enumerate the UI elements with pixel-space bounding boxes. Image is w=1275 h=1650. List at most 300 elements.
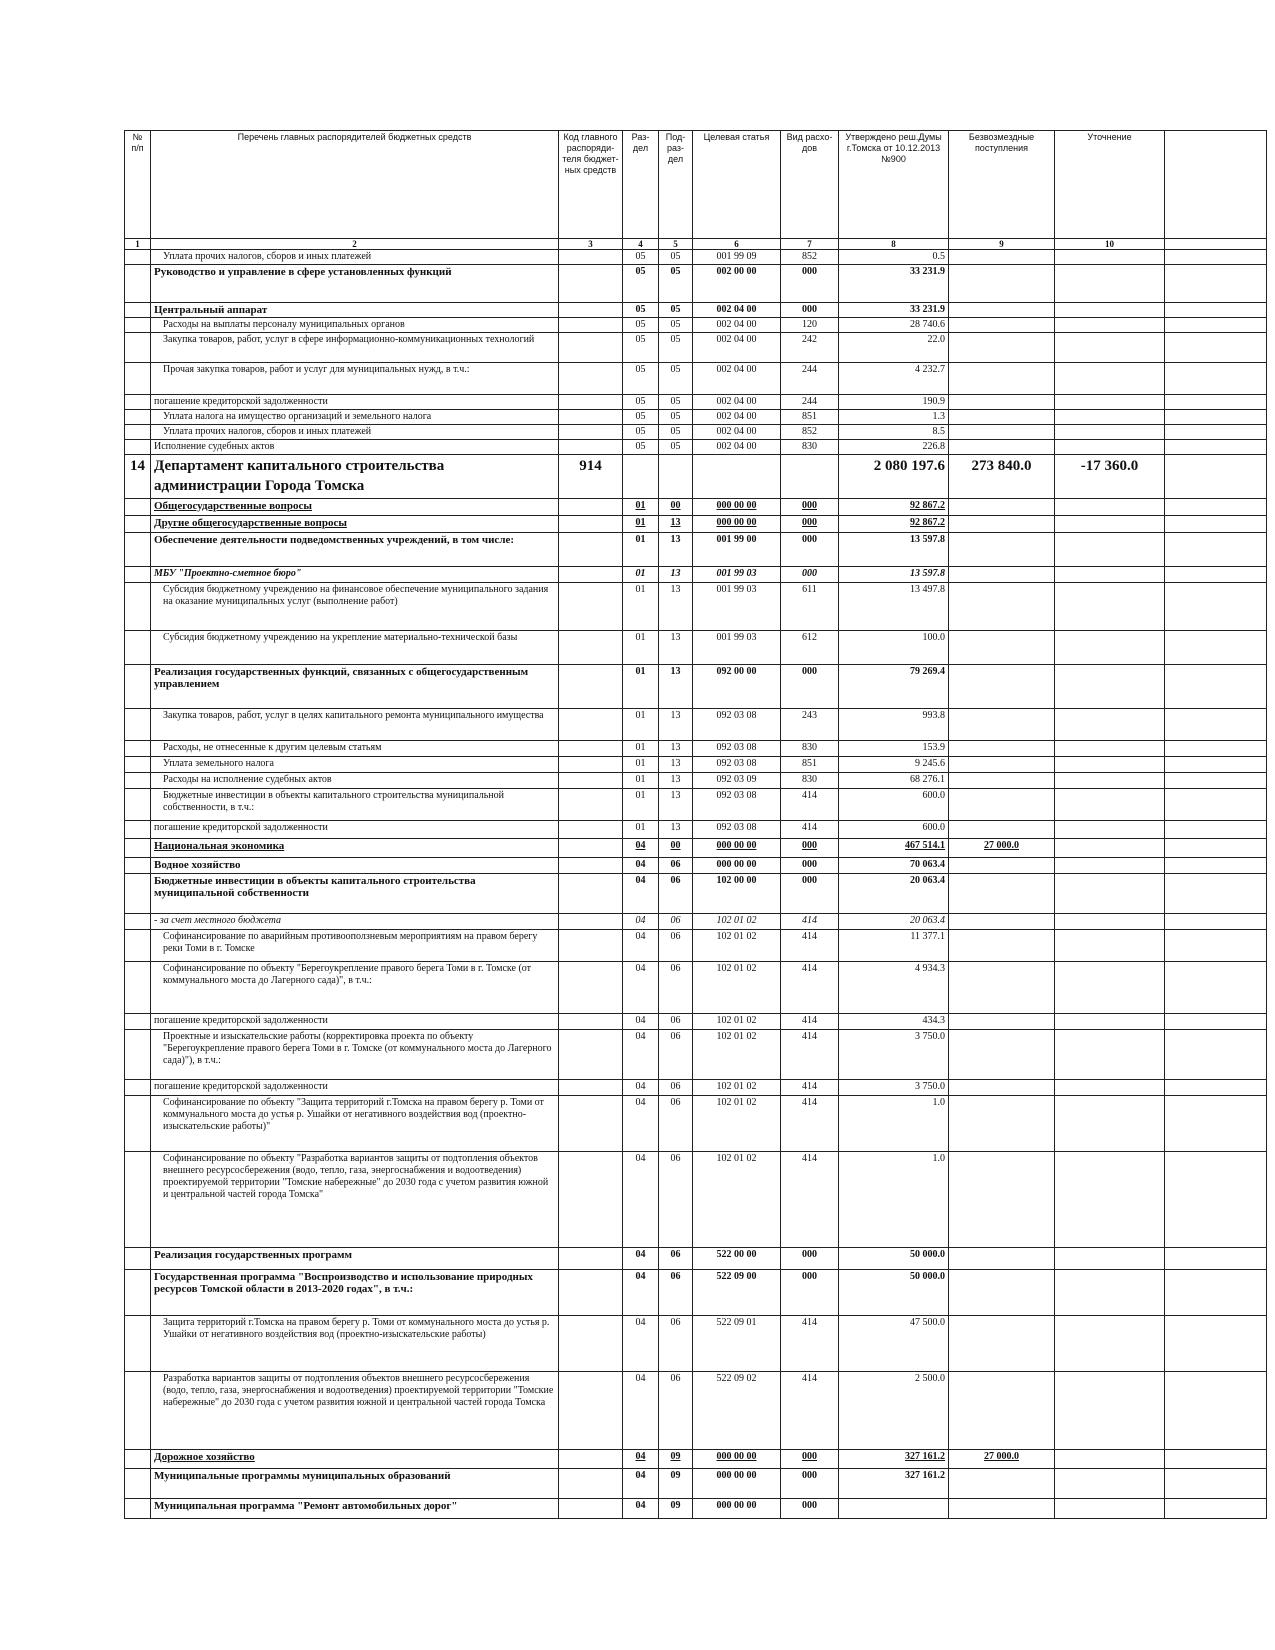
header-cell: Уточнение [1055,131,1165,239]
target-article: 522 09 02 [693,1372,781,1450]
extra-cell [1165,583,1267,631]
section: 05 [623,395,659,410]
section: 05 [623,363,659,395]
row-number [125,410,151,425]
section: 01 [623,583,659,631]
header-cell: Под-раз-дел [659,131,693,239]
table-row [125,631,1267,665]
approved-amount: 33 231.9 [839,303,949,318]
table-row [125,962,1267,1014]
extra-cell [1165,499,1267,516]
target-article: 002 04 00 [693,425,781,440]
approved-amount: 68 276.1 [839,773,949,789]
expense-type: 242 [781,333,839,363]
ministry-code [559,1080,623,1096]
table-row [125,1270,1267,1316]
item-name: Закупка товаров, работ, услуг в целях капитального ремонта муниципального имущества [151,709,559,741]
subsection: 00 [659,839,693,858]
header-row [125,131,1267,239]
subsection: 13 [659,533,693,567]
row-number [125,363,151,395]
ministry-code [559,363,623,395]
header-cell: Целевая статья [693,131,781,239]
target-article: 102 01 02 [693,962,781,1014]
target-article: 002 04 00 [693,440,781,455]
section: 04 [623,1030,659,1080]
item-name: Руководство и управление в сфере установленных функций [151,265,559,303]
table-row [125,455,1267,499]
subsection: 00 [659,499,693,516]
item-name: Реализация государственных функций, связанных с общегосударственным управлением [151,665,559,709]
column-number: 1 [125,239,151,250]
ministry-code [559,1096,623,1152]
approved-amount: 92 867.2 [839,516,949,533]
section: 01 [623,773,659,789]
extra-cell [1165,363,1267,395]
item-name: Уплата прочих налогов, сборов и иных платежей [151,250,559,265]
item-name: Расходы на выплаты персоналу муниципальных органов [151,318,559,333]
table-row [125,839,1267,858]
extra-cell [1165,631,1267,665]
extra-cell [1165,709,1267,741]
approved-amount: 100.0 [839,631,949,665]
section: 01 [623,789,659,821]
table-row [125,1316,1267,1372]
subsection: 13 [659,741,693,757]
target-article: 000 00 00 [693,516,781,533]
section: 05 [623,265,659,303]
table-row [125,410,1267,425]
adjustment [1055,1030,1165,1080]
expense-type: 414 [781,962,839,1014]
subsection: 05 [659,395,693,410]
header-cell: Безвозмездные поступления [949,131,1055,239]
row-number [125,741,151,757]
row-number [125,1270,151,1316]
adjustment [1055,839,1165,858]
gratuitous-receipts: 273 840.0 [949,455,1055,499]
gratuitous-receipts [949,1096,1055,1152]
subsection: 06 [659,1316,693,1372]
target-article: 522 09 00 [693,1270,781,1316]
ministry-code [559,440,623,455]
expense-type: 851 [781,410,839,425]
approved-amount: 226.8 [839,440,949,455]
row-number [125,1030,151,1080]
target-article: 000 00 00 [693,1450,781,1469]
target-article: 000 00 00 [693,839,781,858]
row-number [125,318,151,333]
target-article: 000 00 00 [693,858,781,874]
extra-cell [1165,839,1267,858]
section: 05 [623,333,659,363]
subsection: 06 [659,1248,693,1270]
extra-cell [1165,1372,1267,1450]
target-article: 522 00 00 [693,1248,781,1270]
extra-cell [1165,741,1267,757]
section: 04 [623,1152,659,1248]
item-name: Проектные и изыскательские работы (корректировка проекта по объекту "Берегоукрепление правого берега Томи в г. Томске (от коммунального моста до Лагерного сада)"), в т.ч.: [151,1030,559,1080]
gratuitous-receipts [949,265,1055,303]
approved-amount: 33 231.9 [839,265,949,303]
approved-amount: 11 377.1 [839,930,949,962]
column-number: 10 [1055,239,1165,250]
adjustment [1055,1270,1165,1316]
approved-amount: 3 750.0 [839,1080,949,1096]
extra-cell [1165,1152,1267,1248]
extra-cell [1165,1030,1267,1080]
approved-amount: 467 514.1 [839,839,949,858]
ministry-code [559,1152,623,1248]
subsection: 13 [659,631,693,665]
table-row [125,773,1267,789]
row-number [125,839,151,858]
subsection: 05 [659,303,693,318]
extra-cell [1165,333,1267,363]
row-number [125,1469,151,1499]
row-number [125,874,151,914]
row-number [125,499,151,516]
gratuitous-receipts [949,1270,1055,1316]
approved-amount: 50 000.0 [839,1270,949,1316]
header-cell: Утверждено реш.Думы г.Томска от 10.12.2013 №900 [839,131,949,239]
gratuitous-receipts [949,363,1055,395]
target-article: 002 00 00 [693,265,781,303]
item-name: Субсидия бюджетному учреждению на укрепление материально-технической базы [151,631,559,665]
ministry-code [559,789,623,821]
adjustment [1055,440,1165,455]
target-article: 092 03 08 [693,741,781,757]
approved-amount: 600.0 [839,821,949,839]
adjustment [1055,914,1165,930]
table-row [125,318,1267,333]
row-number [125,516,151,533]
section: 01 [623,741,659,757]
subsection: 06 [659,1270,693,1316]
expense-type: 414 [781,1080,839,1096]
extra-cell [1165,265,1267,303]
column-number: 6 [693,239,781,250]
adjustment [1055,1499,1165,1519]
column-number-row [125,239,1267,250]
column-number: 2 [151,239,559,250]
gratuitous-receipts [949,1372,1055,1450]
item-name: погашение кредиторской задолженности [151,395,559,410]
ministry-code [559,516,623,533]
item-name: Бюджетные инвестиции в объекты капитального строительства муниципальной собственности, в т.ч.: [151,789,559,821]
adjustment [1055,631,1165,665]
section: 01 [623,821,659,839]
approved-amount: 993.8 [839,709,949,741]
expense-type: 000 [781,533,839,567]
ministry-code [559,741,623,757]
extra-cell [1165,1469,1267,1499]
gratuitous-receipts [949,425,1055,440]
row-number [125,395,151,410]
approved-amount [839,1499,949,1519]
table-row [125,930,1267,962]
budget-table [124,130,1267,1519]
ministry-code [559,567,623,583]
ministry-code [559,914,623,930]
ministry-code [559,303,623,318]
expense-type: 414 [781,1096,839,1152]
expense-type: 000 [781,499,839,516]
section: 04 [623,1096,659,1152]
section: 01 [623,665,659,709]
gratuitous-receipts [949,1248,1055,1270]
row-number [125,914,151,930]
table-row [125,303,1267,318]
extra-cell [1165,1080,1267,1096]
adjustment [1055,930,1165,962]
ministry-code [559,265,623,303]
table-row [125,757,1267,773]
adjustment [1055,741,1165,757]
target-article: 000 00 00 [693,1469,781,1499]
approved-amount: 50 000.0 [839,1248,949,1270]
adjustment [1055,395,1165,410]
extra-cell [1165,533,1267,567]
ministry-code [559,757,623,773]
item-name: Расходы, не отнесенные к другим целевым статьям [151,741,559,757]
section: 01 [623,709,659,741]
table-row [125,363,1267,395]
target-article: 102 01 02 [693,930,781,962]
gratuitous-receipts [949,583,1055,631]
row-number [125,1499,151,1519]
row-number [125,1316,151,1372]
section: 04 [623,874,659,914]
target-article: 092 03 08 [693,709,781,741]
expense-type: 000 [781,1499,839,1519]
subsection: 06 [659,1080,693,1096]
section: 04 [623,1080,659,1096]
target-article: 002 04 00 [693,395,781,410]
section: 04 [623,914,659,930]
subsection: 06 [659,914,693,930]
adjustment [1055,1014,1165,1030]
gratuitous-receipts [949,631,1055,665]
target-article: 102 01 02 [693,1030,781,1080]
item-name: МБУ "Проектно-сметное бюро" [151,567,559,583]
subsection: 05 [659,250,693,265]
section: 01 [623,631,659,665]
item-name: Другие общегосударственные вопросы [151,516,559,533]
table-row [125,440,1267,455]
gratuitous-receipts [949,1152,1055,1248]
ministry-code [559,1469,623,1499]
row-number [125,583,151,631]
table-row [125,1014,1267,1030]
item-name: Закупка товаров, работ, услуг в сфере информационно-коммуникационных технологий [151,333,559,363]
section: 05 [623,440,659,455]
ministry-code [559,410,623,425]
adjustment [1055,567,1165,583]
subsection: 06 [659,1030,693,1080]
table-row [125,1096,1267,1152]
ministry-code [559,874,623,914]
target-article: 001 99 03 [693,631,781,665]
ministry-code [559,250,623,265]
item-name: Расходы на исполнение судебных актов [151,773,559,789]
adjustment [1055,583,1165,631]
section: 01 [623,499,659,516]
target-article: 522 09 01 [693,1316,781,1372]
subsection [659,455,693,499]
row-number [125,1248,151,1270]
header-cell: Вид расхо-дов [781,131,839,239]
approved-amount: 434.3 [839,1014,949,1030]
adjustment [1055,962,1165,1014]
extra-cell [1165,1450,1267,1469]
target-article: 102 01 02 [693,1080,781,1096]
column-number: 5 [659,239,693,250]
adjustment [1055,665,1165,709]
section: 04 [623,1270,659,1316]
approved-amount: 3 750.0 [839,1030,949,1080]
subsection: 06 [659,858,693,874]
target-article: 002 04 00 [693,410,781,425]
extra-cell [1165,821,1267,839]
subsection: 13 [659,567,693,583]
row-number [125,665,151,709]
gratuitous-receipts [949,757,1055,773]
ministry-code [559,1316,623,1372]
column-number: 9 [949,239,1055,250]
item-name: Прочая закупка товаров, работ и услуг для муниципальных нужд, в т.ч.: [151,363,559,395]
section: 01 [623,757,659,773]
adjustment [1055,1096,1165,1152]
row-number [125,265,151,303]
section [623,455,659,499]
row-number [125,1096,151,1152]
section: 04 [623,839,659,858]
extra-cell [1165,930,1267,962]
expense-type: 830 [781,741,839,757]
table-row [125,858,1267,874]
adjustment [1055,1469,1165,1499]
subsection: 06 [659,930,693,962]
target-article: 102 01 02 [693,1096,781,1152]
subsection: 13 [659,665,693,709]
section: 04 [623,1469,659,1499]
target-article: 002 04 00 [693,318,781,333]
table-row [125,265,1267,303]
expense-type: 852 [781,425,839,440]
adjustment [1055,318,1165,333]
section: 04 [623,1499,659,1519]
extra-cell [1165,914,1267,930]
section: 04 [623,1316,659,1372]
subsection: 09 [659,1450,693,1469]
row-number [125,858,151,874]
target-article: 002 04 00 [693,363,781,395]
table-row [125,395,1267,410]
gratuitous-receipts [949,1469,1055,1499]
row-number [125,1080,151,1096]
approved-amount: 79 269.4 [839,665,949,709]
extra-cell [1165,1014,1267,1030]
row-number [125,440,151,455]
expense-type: 830 [781,773,839,789]
extra-cell [1165,455,1267,499]
ministry-code [559,631,623,665]
section: 01 [623,567,659,583]
expense-type: 000 [781,567,839,583]
row-number [125,962,151,1014]
target-article: 092 00 00 [693,665,781,709]
ministry-code [559,821,623,839]
approved-amount: 13 597.8 [839,567,949,583]
target-article [693,455,781,499]
gratuitous-receipts [949,533,1055,567]
adjustment [1055,773,1165,789]
approved-amount: 327 161.2 [839,1469,949,1499]
table-row [125,516,1267,533]
expense-type: 244 [781,363,839,395]
subsection: 06 [659,1372,693,1450]
target-article: 102 01 02 [693,1152,781,1248]
approved-amount: 1.0 [839,1152,949,1248]
ministry-code [559,1248,623,1270]
approved-amount: 13 597.8 [839,533,949,567]
table-row [125,583,1267,631]
extra-cell [1165,757,1267,773]
approved-amount: 4 232.7 [839,363,949,395]
header-cell: № п/п [125,131,151,239]
gratuitous-receipts [949,567,1055,583]
table-row [125,1080,1267,1096]
adjustment [1055,874,1165,914]
expense-type: 000 [781,665,839,709]
extra-cell [1165,567,1267,583]
row-number [125,821,151,839]
subsection: 05 [659,363,693,395]
extra-cell [1165,962,1267,1014]
adjustment [1055,1152,1165,1248]
row-number: 14 [125,455,151,499]
gratuitous-receipts [949,1316,1055,1372]
item-name: Муниципальная программа "Ремонт автомобильных дорог" [151,1499,559,1519]
item-name: Реализация государственных программ [151,1248,559,1270]
target-article: 001 99 03 [693,583,781,631]
ministry-code [559,583,623,631]
gratuitous-receipts [949,1030,1055,1080]
subsection: 13 [659,583,693,631]
item-name: Защита территорий г.Томска на правом берегу р. Томи от коммунального моста до устья р. Ушайки от негативного воздействия вод (проектно-изыскательские работы) [151,1316,559,1372]
ministry-code [559,1372,623,1450]
column-number: 4 [623,239,659,250]
column-number: 8 [839,239,949,250]
ministry-code [559,839,623,858]
table-row [125,1469,1267,1499]
row-number [125,773,151,789]
approved-amount: 327 161.2 [839,1450,949,1469]
subsection: 05 [659,333,693,363]
subsection: 13 [659,789,693,821]
approved-amount: 92 867.2 [839,499,949,516]
approved-amount: 190.9 [839,395,949,410]
adjustment [1055,1248,1165,1270]
table-row [125,821,1267,839]
ministry-code [559,930,623,962]
gratuitous-receipts [949,665,1055,709]
adjustment [1055,1450,1165,1469]
table-row [125,709,1267,741]
adjustment [1055,499,1165,516]
subsection: 05 [659,410,693,425]
